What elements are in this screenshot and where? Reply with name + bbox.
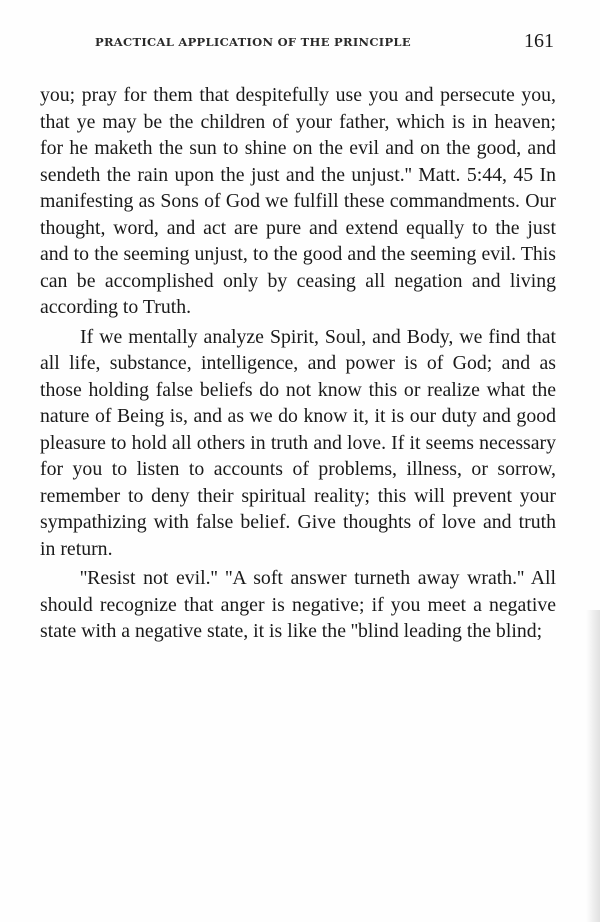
running-title: PRACTICAL APPLICATION OF THE PRINCIPLE [95, 35, 411, 49]
page-edge-shadow [586, 610, 600, 922]
body-text [40, 82, 556, 645]
page-number: 161 [524, 30, 554, 52]
paragraph-resist-not-evil: ''Resist not evil.'' ''A soft answer turneth away wrath.'' All should recognize that anger is negative; if you meet a negative state with a negative state, it is like the ''blind leading the blind; [40, 567, 556, 642]
paragraph-continuation: you; pray for them that despitefully use you and persecute you, that ye may be the children of your father, which is in heaven; for he maketh the sun to shine on the evil and on the good, and sendeth the rain upon the just and the unjust.'' Matt. 5:44, 45 In manifesting as Sons of God we fulfill these commandments. Our thought, word, and act are pure and extend equally to the just and to the seeming unjust, to the good and the seeming evil. This can be accomplished only by ceasing all negation and living according to Truth. [40, 84, 556, 318]
running-head [40, 30, 556, 56]
paragraph-spirit-soul-body: If we mentally analyze Spirit, Soul, and Body, we find that all life, substance, intelligence, and power is of God; and as those holding false beliefs do not know this or realize what the nature of Being is, and as we do know it, it is our duty and good pleasure to hold all others in truth and love. If it seems necessary for you to listen to accounts of problems, illness, or sorrow, remember to deny their spiritual reality; this will prevent your sympathizing with false belief. Give thoughts of love and truth in return. [40, 325, 556, 560]
